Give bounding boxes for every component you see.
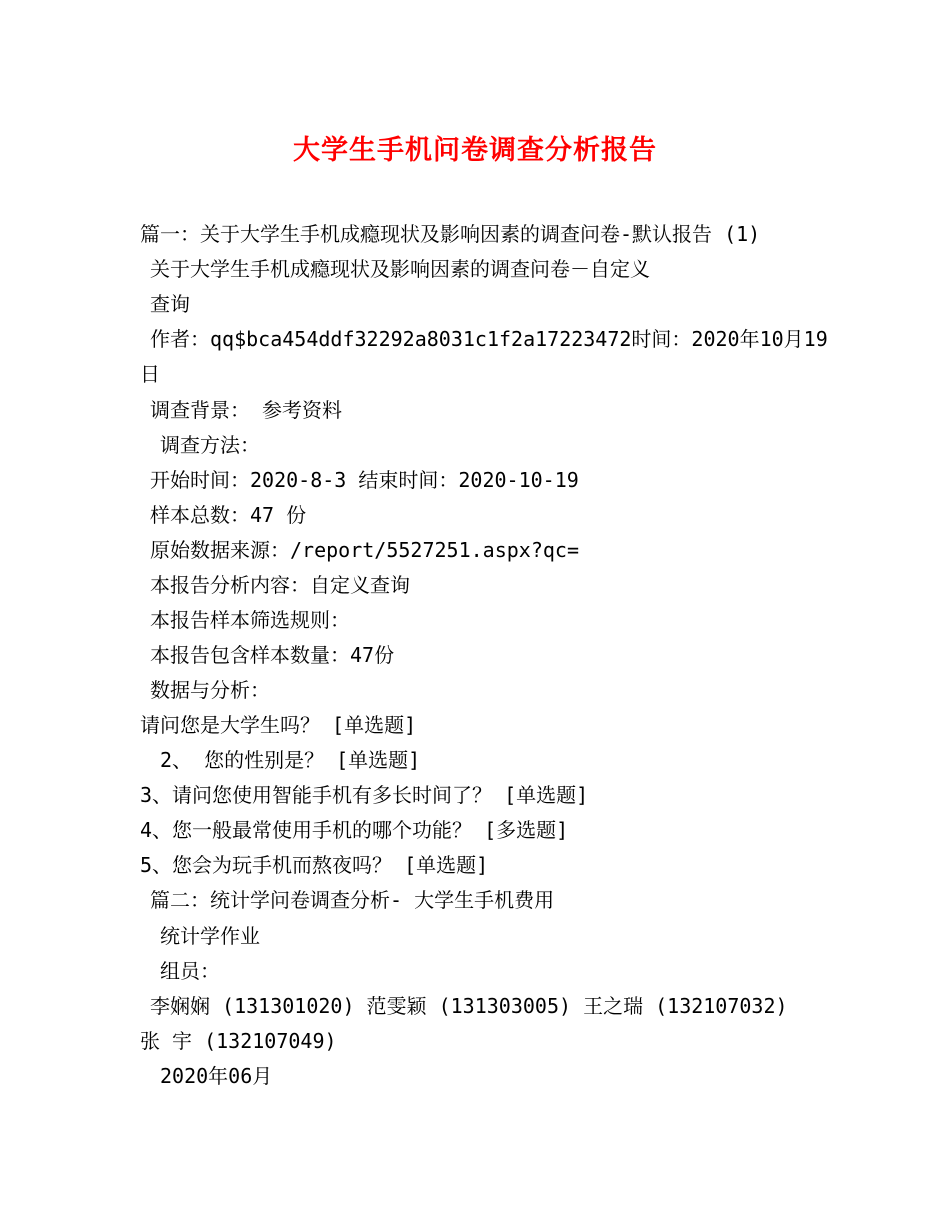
body-line: 统计学作业 [160, 924, 260, 948]
question-line: 3、请问您使用智能手机有多长时间了？ [单选题] [140, 783, 589, 807]
body-line: 关于大学生手机成瘾现状及影响因素的调查问卷－自定义 [150, 257, 650, 281]
body-line: 原始数据来源：/report/5527251.aspx?qc= [150, 538, 579, 562]
body-line: 查询 [150, 292, 190, 316]
body-line: 样本总数：47 份 [150, 503, 307, 527]
members-line: 李娴娴 (131301020) 范雯颖 (131303005) 王之瑞 (132107032) [150, 994, 788, 1018]
question-line: 请问您是大学生吗？ [单选题] [140, 713, 417, 737]
body-line: 组员： [160, 959, 220, 983]
body-line: 调查背景： 参考资料 [150, 398, 343, 422]
body-line: 调查方法： [160, 433, 260, 457]
section-heading-1: 篇一：关于大学生手机成瘾现状及影响因素的调查问卷-默认报告 (1) [140, 222, 761, 246]
body-line: 本报告样本筛选规则： [150, 608, 350, 632]
body-line: 数据与分析： [150, 678, 270, 702]
body-line: 本报告包含样本数量：47份 [150, 643, 395, 667]
question-line: 4、您一般最常使用手机的哪个功能？ [多选题] [140, 818, 569, 842]
document-title: 大学生手机问卷调查分析报告 [293, 135, 657, 166]
date-line: 2020年06月 [160, 1064, 273, 1088]
body-line: 开始时间：2020-8-3 结束时间：2020-10-19 [150, 468, 579, 492]
question-line: 5、您会为玩手机而熬夜吗？ [单选题] [140, 853, 489, 877]
body-line: 本报告分析内容：自定义查询 [150, 573, 410, 597]
author-line: 作者：qq$bca454ddf32292a8031c1f2a17223472时间：2020年10月19 [150, 327, 828, 351]
members-line: 张 宇 (132107049) [140, 1029, 337, 1053]
body-line: 日 [140, 362, 160, 386]
section-heading-2: 篇二：统计学问卷调查分析- 大学生手机费用 [150, 888, 555, 912]
question-line: 2、 您的性别是？ [单选题] [160, 748, 421, 772]
